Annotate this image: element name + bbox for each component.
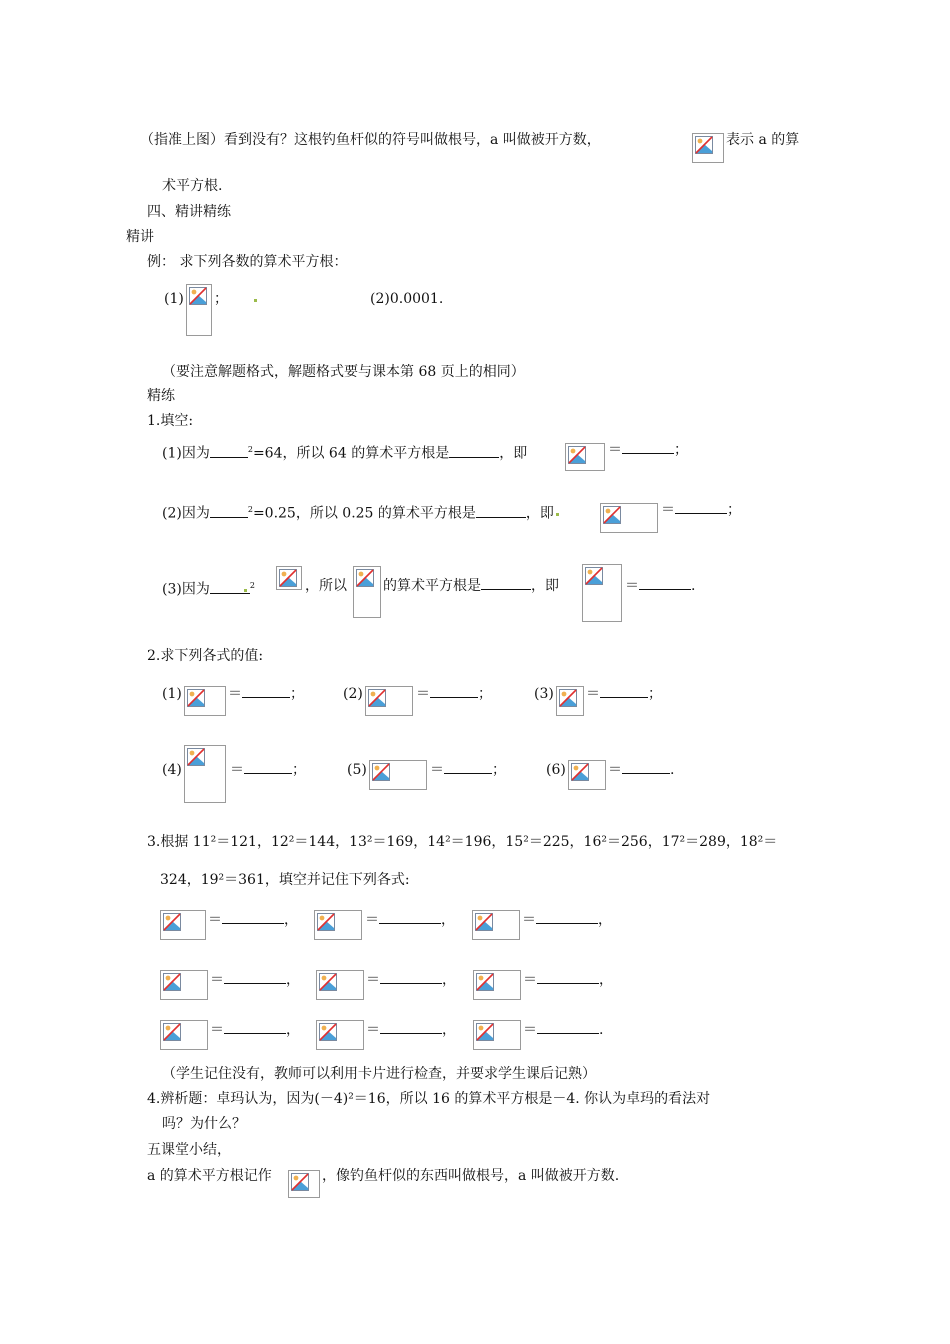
equals: ＝ <box>366 972 380 988</box>
q2-item-6-answer <box>608 760 674 780</box>
broken-image-icon <box>316 970 364 1000</box>
q1-title: 1.填空: <box>147 413 194 429</box>
semicolon: ； <box>727 502 741 518</box>
q3-line1: 3.根据 11²＝121，12²＝144，13²＝169，14²＝196，15²＝225，16²＝256，17²＝289，18²＝ <box>147 834 778 850</box>
stray-mark <box>244 589 247 592</box>
q3-r2c3 <box>523 970 613 990</box>
equals: ＝ <box>416 686 430 702</box>
comma: ， <box>598 912 612 928</box>
equals: ＝ <box>208 912 222 928</box>
q1-2-text-b: =0.25，所以 0.25 的算术平方根是 <box>252 505 476 522</box>
q1-2-text-a: (2)因为 <box>162 505 210 522</box>
q1-3-text-c-wrap <box>383 576 559 596</box>
broken-image-icon <box>160 1020 208 1050</box>
intro-text-b: 表示 a 的算 <box>726 132 800 148</box>
semicolon: ； <box>478 686 492 702</box>
broken-image-icon <box>568 760 606 790</box>
broken-image-icon <box>160 970 208 1000</box>
q4-line2: 吗？为什么？ <box>162 1116 246 1132</box>
q3-r2c2 <box>366 970 456 990</box>
q4-line1: 4.辨析题：卓玛认为，因为(－4)²＝16，所以 16 的算术平方根是－4. 你认为卓玛的看法对 <box>147 1091 711 1107</box>
broken-image-icon <box>600 503 658 533</box>
summary-text-b: ，像钓鱼杆似的东西叫做根号，a 叫做被开方数. <box>322 1168 620 1184</box>
answer-blank[interactable] <box>537 971 599 984</box>
answer-blank[interactable] <box>379 911 441 924</box>
answer-blank[interactable] <box>675 501 727 514</box>
equals: ＝ <box>608 442 622 458</box>
broken-image-icon <box>565 443 605 471</box>
broken-image-icon <box>276 566 302 590</box>
answer-blank[interactable] <box>476 505 526 518</box>
q1-1-text-b: =64，所以 64 的算术平方根是 <box>252 445 450 462</box>
q1-item-2 <box>162 500 554 524</box>
jingjiang-label: 精讲 <box>126 229 154 245</box>
q2-item-1-answer <box>228 684 304 704</box>
semicolon: ； <box>648 686 662 702</box>
teacher-note: （学生记住没有，教师可以利用卡片进行检查，并要求学生课后记熟） <box>162 1066 596 1082</box>
answer-blank[interactable] <box>244 761 292 774</box>
q2-item-2-label: (2) <box>343 686 363 702</box>
q2-item-6-label: (6) <box>546 762 566 778</box>
q2-item-1-label: (1) <box>162 686 182 702</box>
q1-3-result <box>625 576 695 596</box>
q3-r1c3 <box>522 910 612 930</box>
q1-2-text-c: ，即 <box>525 505 554 522</box>
comma: ， <box>599 972 613 988</box>
stray-mark <box>254 299 257 302</box>
equals: ＝ <box>365 912 379 928</box>
q2-item-5-label: (5) <box>347 762 367 778</box>
broken-image-icon <box>472 910 520 940</box>
format-note: （要注意解题格式，解题格式要与课本第 68 页上的相同） <box>162 364 525 380</box>
q2-item-3-label: (3) <box>534 686 554 702</box>
comma: ， <box>284 912 298 928</box>
answer-blank[interactable] <box>600 685 648 698</box>
q3-r3c3 <box>523 1020 603 1040</box>
q3-r2c1 <box>210 970 300 990</box>
answer-blank[interactable] <box>380 971 442 984</box>
answer-blank[interactable] <box>222 911 284 924</box>
q2-item-4-label: (4) <box>162 762 182 778</box>
broken-image-icon <box>184 686 226 716</box>
q3-r3c1 <box>210 1020 300 1040</box>
q3-line2: 324，19²＝361，填空并记住下列各式: <box>160 872 410 888</box>
q1-item-1 <box>162 440 527 464</box>
equals: ＝ <box>430 762 444 778</box>
broken-image-icon <box>582 564 622 622</box>
answer-blank[interactable] <box>242 685 290 698</box>
equals: ＝ <box>608 762 622 778</box>
example-1-tail: ； <box>214 291 228 307</box>
superscript: 2 <box>247 445 253 454</box>
example-title: 例： 求下列各数的算术平方根： <box>147 254 348 270</box>
q1-3-text-a: (3)因为 <box>162 581 210 598</box>
broken-image-icon <box>288 1170 320 1198</box>
broken-image-icon <box>473 970 521 1000</box>
broken-image-icon <box>316 1020 364 1050</box>
broken-image-icon <box>692 133 724 163</box>
intro-line1 <box>140 130 601 150</box>
q3-r1c1 <box>208 910 298 930</box>
answer-blank[interactable] <box>210 505 248 518</box>
comma: ， <box>286 1022 300 1038</box>
semicolon: ； <box>292 762 306 778</box>
answer-blank[interactable] <box>536 911 598 924</box>
broken-image-icon <box>473 1020 521 1050</box>
intro-line2: 术平方根. <box>162 178 223 194</box>
equals: ＝ <box>228 686 242 702</box>
q2-title: 2.求下列各式的值: <box>147 648 264 664</box>
equals: ＝ <box>522 912 536 928</box>
stray-mark <box>556 513 559 516</box>
q2-item-2-answer <box>416 684 492 704</box>
answer-blank[interactable] <box>622 761 670 774</box>
equals: ＝ <box>230 762 244 778</box>
summary-text-a: a 的算术平方根记作 <box>147 1168 272 1184</box>
broken-image-icon <box>184 745 226 803</box>
equals: ＝ <box>210 972 224 988</box>
answer-blank[interactable] <box>449 445 499 458</box>
answer-blank[interactable] <box>444 761 492 774</box>
broken-image-icon <box>365 686 413 716</box>
answer-blank[interactable] <box>537 1021 599 1034</box>
equals: ＝ <box>210 1022 224 1038</box>
broken-image-icon <box>160 910 206 940</box>
comma: ， <box>442 1022 456 1038</box>
q3-r1c2 <box>365 910 455 930</box>
semicolon: ； <box>492 762 506 778</box>
jinglian-label: 精练 <box>147 388 175 404</box>
q1-3-text-d: ，即 <box>531 578 559 594</box>
comma: ， <box>286 972 300 988</box>
answer-blank[interactable] <box>224 971 286 984</box>
equals: ＝ <box>523 972 537 988</box>
broken-image-icon <box>353 566 381 618</box>
q2-item-3-answer <box>586 684 662 704</box>
semicolon: ； <box>674 442 688 458</box>
q2-item-5-answer <box>430 760 506 780</box>
period: . <box>691 578 696 594</box>
period: . <box>670 762 675 778</box>
comma: ， <box>442 972 456 988</box>
q1-item-3-a <box>162 576 255 600</box>
answer-blank[interactable] <box>430 685 478 698</box>
summary-heading: 五课堂小结， <box>147 1142 231 1158</box>
answer-blank[interactable] <box>622 441 674 454</box>
example-2: (2)0.0001. <box>370 291 444 307</box>
answer-blank[interactable] <box>481 577 531 590</box>
q1-3-text-c: 的算术平方根是 <box>383 578 481 594</box>
equals: ＝ <box>625 578 639 594</box>
broken-image-icon <box>369 760 427 790</box>
q1-1-text-c: ，即 <box>499 445 528 462</box>
intro-text-a: （指准上图）看到没有？这根钓鱼杆似的符号叫做根号，a 叫做被开方数， <box>140 132 601 148</box>
semicolon: ； <box>290 686 304 702</box>
equals: ＝ <box>661 502 675 518</box>
equals: ＝ <box>523 1022 537 1038</box>
answer-blank[interactable] <box>380 1021 442 1034</box>
example-1-label: (1) <box>164 291 184 307</box>
q1-1-result <box>608 440 688 460</box>
broken-image-icon <box>556 686 584 716</box>
broken-image-icon <box>186 284 212 336</box>
answer-blank[interactable] <box>639 577 691 590</box>
answer-blank[interactable] <box>210 445 248 458</box>
q3-r3c2 <box>366 1020 456 1040</box>
q1-3-text-b: ，所以 <box>305 578 347 594</box>
section4-heading: 四、精讲精练 <box>147 204 231 220</box>
broken-image-icon <box>314 910 362 940</box>
answer-blank[interactable] <box>224 1021 286 1034</box>
equals: ＝ <box>366 1022 380 1038</box>
superscript: 2 <box>247 505 253 514</box>
comma: ， <box>441 912 455 928</box>
q1-2-result <box>661 500 741 520</box>
equals: ＝ <box>586 686 600 702</box>
superscript: 2 <box>249 581 255 590</box>
q1-1-text-a: (1)因为 <box>162 445 210 462</box>
period: . <box>599 1022 604 1038</box>
q2-item-4-answer <box>230 760 306 780</box>
